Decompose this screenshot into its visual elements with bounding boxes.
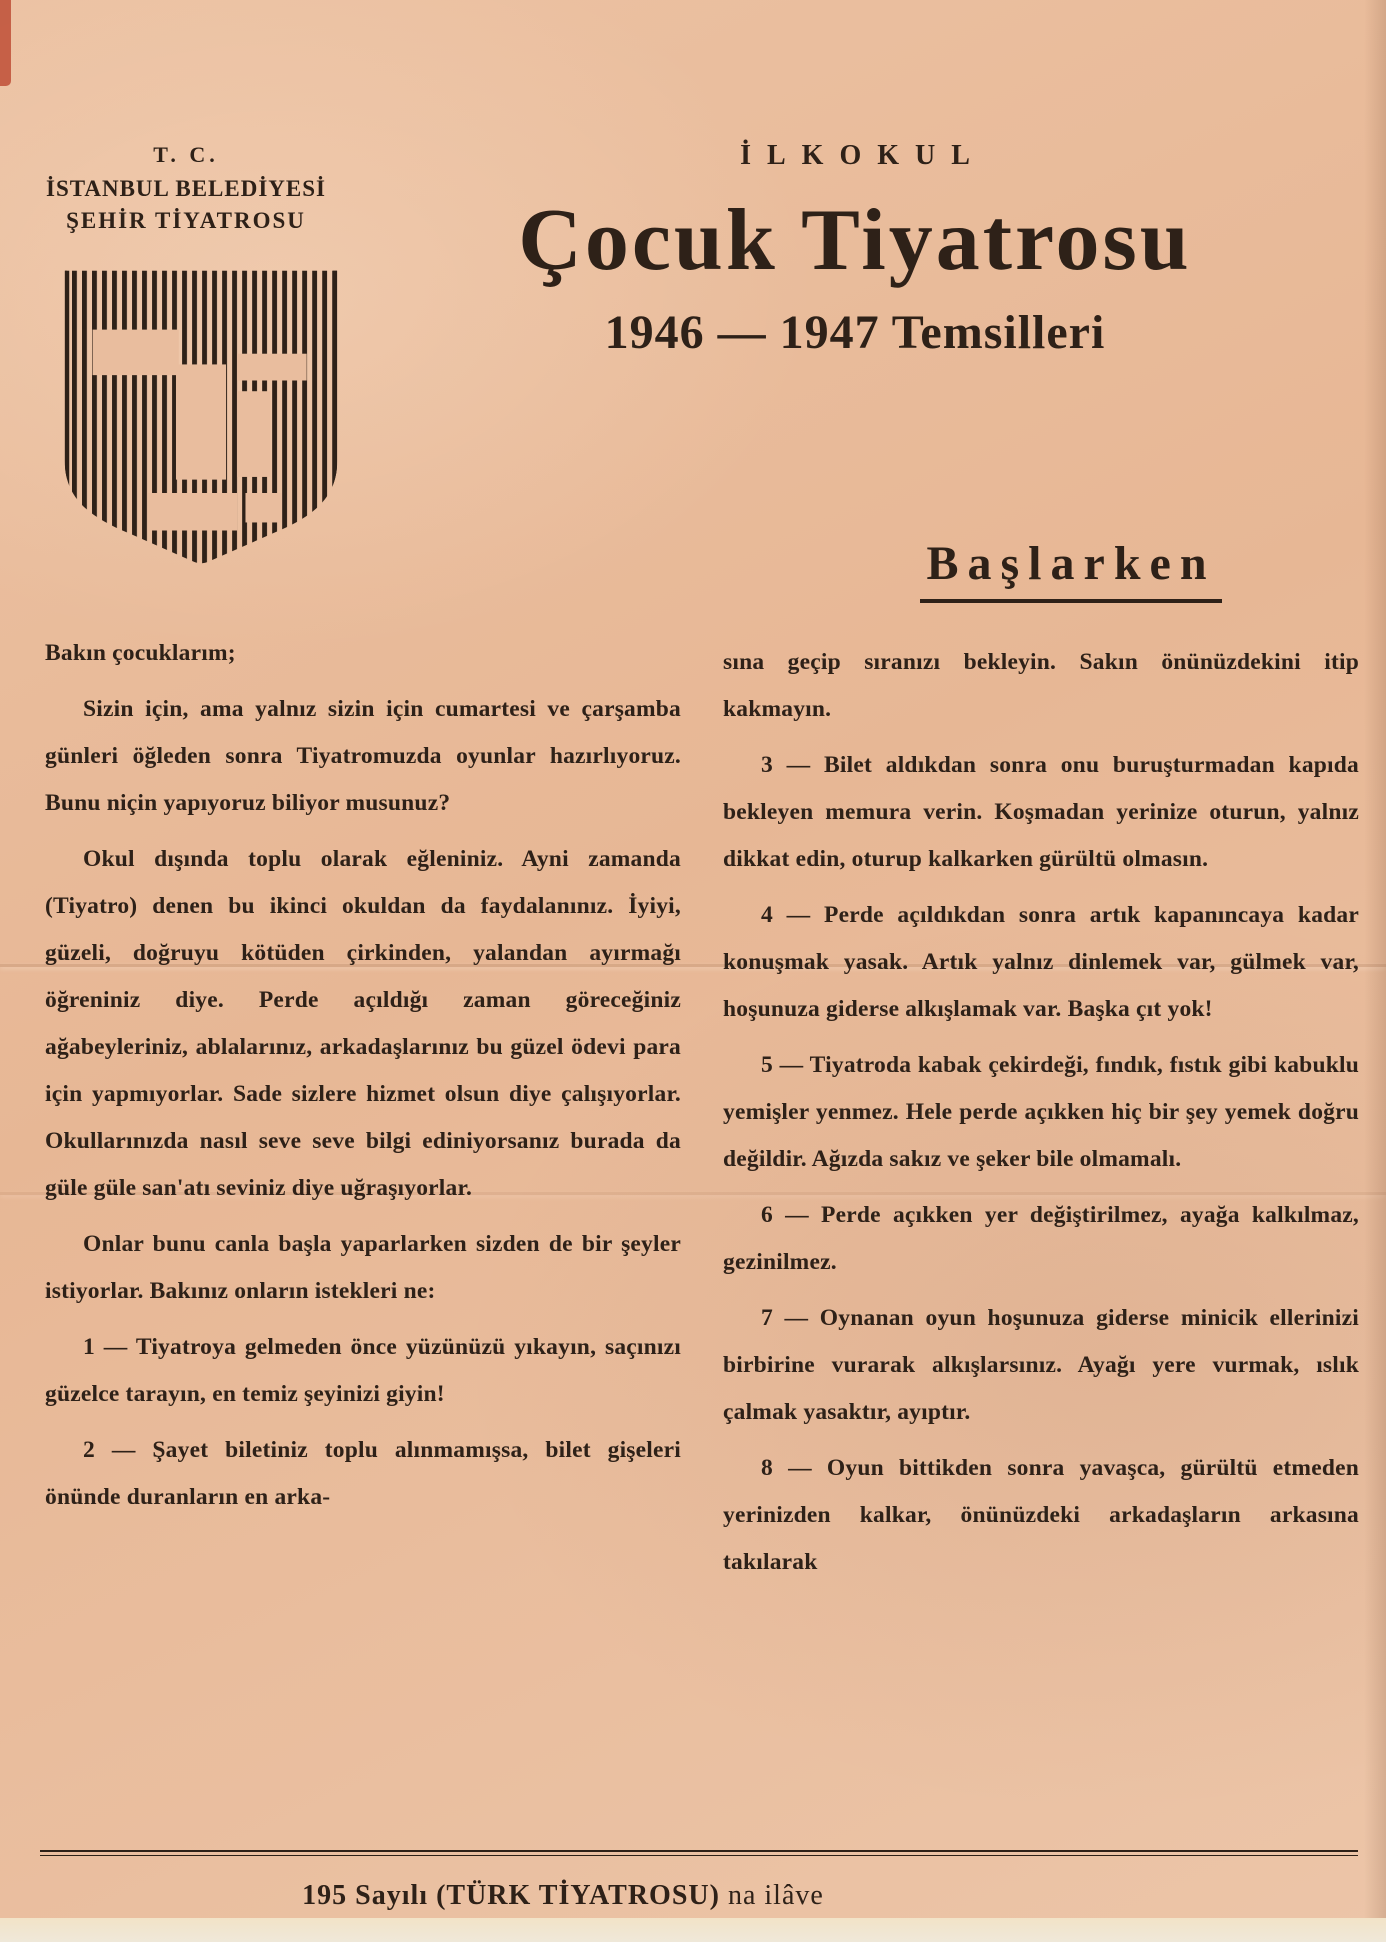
section-heading-baslarken: Başlarken [920, 536, 1221, 603]
org-line-tiyatro: ŞEHİR TİYATROSU [66, 208, 306, 233]
season-subtitle: 1946 — 1947 Temsilleri [604, 306, 1106, 359]
organisation-block [36, 142, 336, 234]
paragraph: 8 — Oyun bittikden sonra yavaşca, gürültü etmeden yerinizden kalkar, önünüzdeki arkadaşların arkasına takılarak [723, 1455, 1359, 1575]
right-column [723, 522, 1359, 1595]
paragraph: 7 — Oynanan oyun hoşunuza giderse minicik ellerinizi birbirine vurarak alkışlarsınız. Ayağı yere vurmak, ıslık çalmak yasaktır, ayıptır. [723, 1305, 1359, 1425]
paragraph: sına geçip sıranızı bekleyin. Sakın önünüzdekini itip kakmayın. [723, 649, 1359, 722]
footer-issue-label: 195 Sayılı (TÜRK TİYATROSU) [302, 1880, 720, 1911]
paragraph: Okul dışında toplu olarak eğleniniz. Ayni zamanda (Tiyatro) denen bu ikinci okuldan da faydalanınız. İyiyi, güzeli, doğruyu kötüden çirkinden, yalandan ayırmağı öğreniniz diye. Perde açıldığı zaman göreceğiniz ağabeyleriniz, ablalarınız, arkadaşlarınız bu güzel ödevi para için yapmıyorlar. Sade sizlere hizmet olsun diye çalışıyorlar. Okullarınızda nasıl seve seve bilgi ediniyorsanız burada da güle güle san'atı seviniz diye uğraşıyorlar. [45, 846, 681, 1201]
paragraph: 6 — Perde açıkken yer değiştirilmez, ayağa kalkılmaz, gezinilmez. [723, 1202, 1359, 1275]
left-column [45, 522, 681, 1595]
footer-suffix: na ilâve [727, 1880, 824, 1911]
paragraph: 3 — Bilet aldıkdan sonra onu buruşturmadan kapıda bekleyen memura verin. Koşmadan yerinize oturun, yalnız dikkat edin, oturup kalkarken gürültü olmasın. [723, 752, 1359, 872]
footer-imprint [0, 1880, 1126, 1912]
page-edge-shadow [1364, 0, 1386, 1942]
paragraph: Onlar bunu canla başla yaparlarken sizden de bir şeyler istiyorlar. Bakınız onların istekleri ne: [45, 1231, 681, 1304]
masthead [345, 140, 1365, 360]
org-line-tc: T. C. [153, 142, 219, 167]
page-title: Çocuk Tiyatrosu [518, 192, 1192, 289]
footer-double-rule [40, 1850, 1358, 1856]
paragraph: 1 — Tiyatroya gelmeden önce yüzünüzü yıkayın, saçınızı güzelce tarayın, en temiz şeyinizi giyin! [45, 1334, 681, 1407]
org-line-belediye: İSTANBUL BELEDİYESİ [46, 176, 326, 201]
paragraph: Bakın çocuklarım; [45, 640, 236, 666]
scan-bottom-edge [0, 1918, 1386, 1942]
paragraph: 5 — Tiyatroda kabak çekirdeği, fındık, fıstık gibi kabuklu yemişler yenmez. Hele perde açıkken hiç bir şey yemek doğru değildir. Ağızda sakız ve şeker bile olmamalı. [723, 1052, 1359, 1172]
article-body [45, 522, 1359, 1595]
paragraph: Sizin için, ama yalnız sizin için cumartesi ve çarşamba günleri öğleden sonra Tiyatromuzda oyunlar hazırlıyoruz. Bunu niçin yapıyoruz biliyor musunuz? [45, 696, 681, 816]
paragraph: 4 — Perde açıldıkdan sonra artık kapanıncaya kadar konuşmak yasak. Artık yalnız dinlemek var, gülmek var, hoşunuza giderse alkışlamak var. Başka çıt yok! [723, 902, 1359, 1022]
red-ink-smudge [0, 0, 11, 86]
paragraph: 2 — Şayet biletiniz toplu alınmamışsa, bilet gişeleri önünde duranların en arka- [45, 1437, 681, 1510]
kicker-ilkokul: İLKOKUL [740, 140, 986, 171]
